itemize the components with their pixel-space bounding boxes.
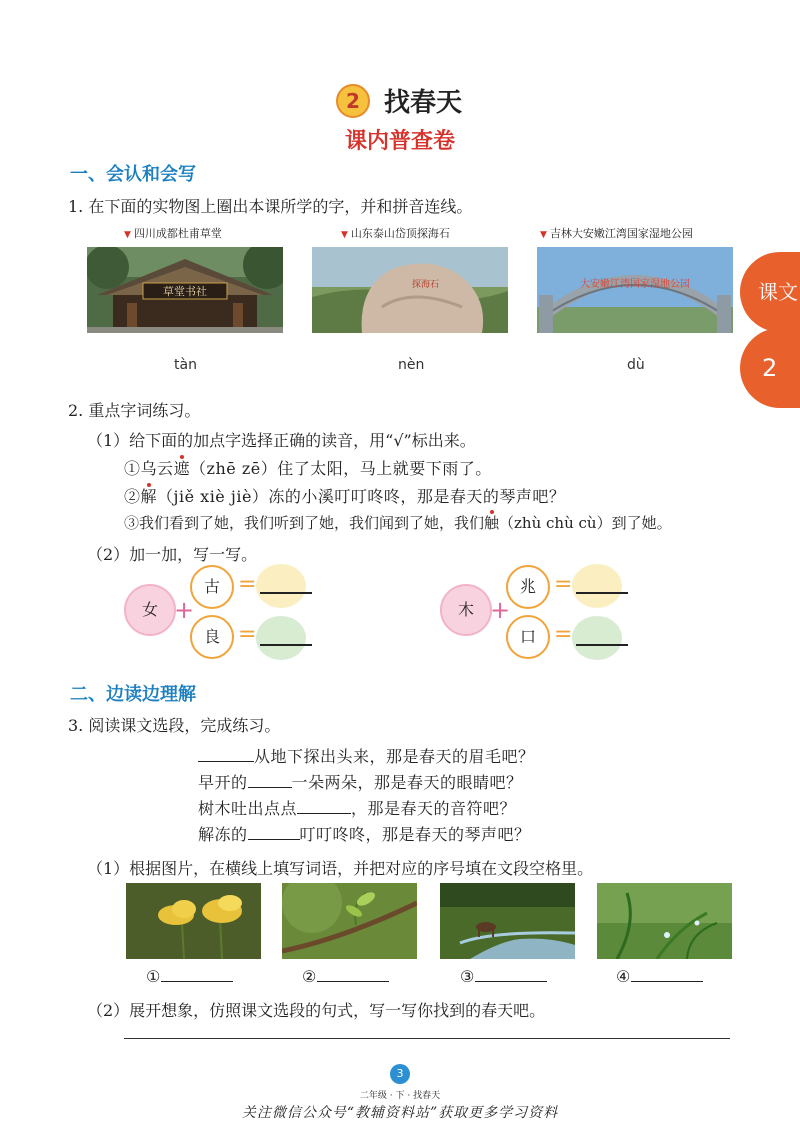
photo-cottage[interactable]	[87, 247, 283, 333]
pinyin-1[interactable]: tàn	[174, 357, 197, 373]
footer-breadcrumb: 二年级 · 下 · 找春天	[359, 1091, 441, 1101]
section-title-2: 二、边读边理解	[70, 684, 196, 705]
passage-blank-4[interactable]	[248, 824, 300, 840]
add2-eq-top: =	[554, 572, 573, 597]
photo-flowers[interactable]	[126, 883, 261, 959]
photo-sprout[interactable]	[282, 883, 417, 959]
passage-line-4: 解冻的 叮叮咚咚，那是春天的琴声吧？	[198, 825, 531, 844]
add1-base-circle: 女	[124, 584, 176, 636]
passage-blank-3[interactable]	[297, 798, 351, 814]
dotted-char-2: 解	[140, 487, 158, 506]
lesson-number-badge: 2	[336, 84, 370, 118]
page-number: 3	[390, 1064, 410, 1084]
side-tab-lesson[interactable]: 课文	[740, 252, 800, 332]
dotted-char-3: 触	[484, 514, 500, 532]
photo-caption-1: ▼ 四川成都杜甫草堂	[124, 227, 222, 240]
photo-blank-1[interactable]	[161, 966, 233, 982]
writing-line[interactable]	[124, 1038, 730, 1039]
add2-base-circle: 木	[440, 584, 492, 636]
cottage-sign: 草堂书社	[163, 285, 207, 298]
passage-line-1: 从地下探出头来，那是春天的眉毛吧？	[198, 744, 535, 767]
photo-blank-4[interactable]	[631, 966, 703, 982]
add2-eq-bottom: =	[554, 622, 573, 647]
question-3-sub-2: （2）展开想象，仿照课文选段的句式，写一写你找到的春天吧。	[87, 1001, 546, 1020]
photo-grass[interactable]	[597, 883, 732, 959]
photo-label-1: ①	[146, 966, 233, 986]
footer-promo: 关注微信公众号“教辅资料站”获取更多学习资料	[241, 1105, 559, 1121]
add2-top-circle: 兆	[506, 565, 550, 609]
photo-label-2: ②	[302, 966, 389, 986]
paper-title: 课内普查卷	[344, 129, 455, 154]
question-3: 3. 阅读课文选段，完成练习。	[68, 716, 281, 735]
add1-answer-bottom[interactable]	[256, 616, 306, 660]
add1-plus: +	[174, 596, 195, 624]
question-2: 2. 重点字词练习。	[68, 401, 201, 420]
question-2-sub-2: （2）加一加，写一写。	[87, 545, 258, 564]
side-tab-number[interactable]: 2	[740, 328, 800, 408]
passage-line-3: 树木吐出点点 ，那是春天的音符吧？	[198, 799, 517, 818]
dotted-char-1: 遮	[173, 459, 191, 478]
sentence-2[interactable]: ②解（jiě xiè jiè）冻的小溪叮叮咚咚，那是春天的琴声吧？	[124, 487, 566, 506]
photo-blank-2[interactable]	[317, 966, 389, 982]
photo-park-gate[interactable]	[537, 247, 733, 333]
add1-eq-bottom: =	[238, 622, 257, 647]
add1-top-circle: 古	[190, 565, 234, 609]
photo-blank-3[interactable]	[475, 966, 547, 982]
section-title-1: 一、会认和会写	[70, 164, 196, 185]
add1-bottom-circle: 良	[190, 615, 234, 659]
add1-eq-top: =	[238, 572, 257, 597]
passage-blank-2[interactable]	[248, 772, 292, 788]
add2-answer-top[interactable]	[572, 564, 622, 608]
sentence-1[interactable]: ①乌云遮（zhē zē）住了太阳，马上就要下雨了。	[124, 459, 492, 478]
question-3-sub-1: （1）根据图片，在横线上填写词语，并把对应的序号填在文段空格里。	[87, 859, 594, 878]
photo-rock[interactable]	[312, 247, 508, 333]
passage-blank-1[interactable]	[198, 746, 254, 762]
passage-line-2: 早开的 一朵两朵，那是春天的眼睛吧？	[198, 773, 523, 792]
photo-stream[interactable]	[440, 883, 575, 959]
rock-sign: 探海石	[412, 280, 440, 290]
add1-answer-top[interactable]	[256, 564, 306, 608]
lesson-title: 找春天	[384, 88, 463, 118]
photo-caption-3: ▼ 吉林大安嫩江湾国家湿地公园	[540, 227, 693, 240]
question-1: 1. 在下面的实物图上圈出本课所学的字，并和拼音连线。	[68, 197, 473, 216]
pinyin-3[interactable]: dù	[627, 357, 645, 373]
pinyin-2[interactable]: nèn	[398, 357, 425, 373]
photo-caption-2: ▼ 山东泰山岱顶探海石	[341, 227, 450, 240]
add2-bottom-circle: 口	[506, 615, 550, 659]
sentence-3[interactable]: ③我们看到了她，我们听到了她，我们闻到了她，我们触（zhù chù cù）到了她。	[124, 514, 672, 532]
add2-plus: +	[490, 596, 511, 624]
question-2-sub-1: （1）给下面的加点字选择正确的读音，用“√”标出来。	[87, 431, 476, 450]
photo-label-3: ③	[460, 966, 547, 986]
park-sign: 大安嫩江湾国家湿地公园	[580, 279, 690, 290]
add2-answer-bottom[interactable]	[572, 616, 622, 660]
photo-label-4: ④	[616, 966, 703, 986]
